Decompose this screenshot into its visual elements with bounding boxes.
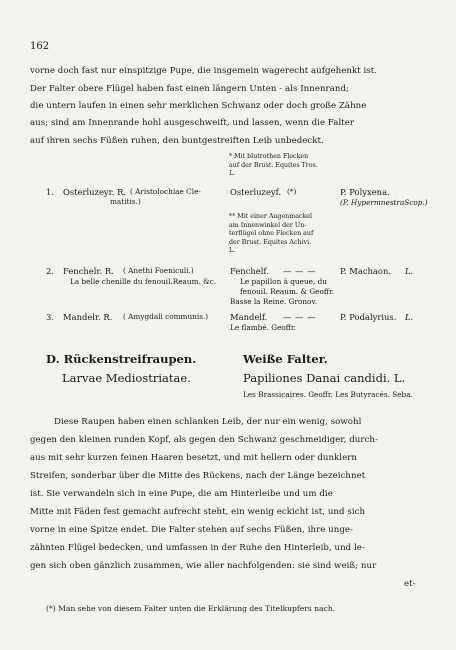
row1-number: 1.: [46, 187, 54, 197]
row1-caterpillar: Osterluzeyr. R.: [63, 187, 127, 197]
row2-french: La belle chenille du fenouil.Reaum. &c.: [70, 277, 217, 286]
row2-dash: — — —: [283, 266, 316, 276]
para2-line: ist. Sie verwandeln sich in eine Pupe, die am Hinterleibe und um die: [30, 489, 333, 499]
para2-line: Diese Raupen haben einen schlanken Leib, der nur ein wenig, sowohl: [54, 417, 362, 427]
row1-latin: ( Aristolochiae Cle-: [130, 187, 201, 196]
footnote-line: ** Mit einer Augenmackel: [229, 213, 313, 220]
footnote-line: L.: [229, 170, 236, 178]
para2-line: aus mit sehr kurzen feinen Haaren besetzt, und mit hellern oder dunklern: [30, 453, 357, 463]
footnote-1: [229, 153, 318, 179]
footnote-2: [229, 213, 313, 256]
para1-line: auf ihren sechs Füßen ruhen, den buntgestreiften Leib unbedeckt.: [30, 136, 324, 146]
row2-fr-line: Basse la Reine. Gronov.: [230, 297, 318, 306]
para2-line: vorne in eine Spitze endet. Die Falter stehen auf sechs Füßen, ihre unge-: [30, 525, 353, 535]
footer-note: (*) Man sehe von diesem Falter unten die Erklärung des Titelkupfers nach.: [46, 604, 336, 613]
row2-fr-line: Le papillon à queue, du: [240, 277, 327, 286]
footnote-line: terflügel ohne Flecken auf: [229, 230, 314, 238]
para2-line: Streifen, sonderbar über die Mitte des Rückens, nach der Länge bezeichnet: [30, 471, 366, 481]
row1-species-alt: (P. HypermnestraScop.): [340, 198, 428, 207]
row2-caterpillar: Fenchelr. R.: [63, 266, 114, 276]
row2-butterfly: Fenchelf.: [230, 266, 269, 276]
para2-line: Mitte mit Fäden fest gemacht aufrecht steht, ein wenig eckicht ist, und sich: [30, 507, 366, 517]
footnote-line: * Mit blutrothen Flecken: [229, 153, 309, 160]
row3-caterpillar: Mandelr. R.: [63, 312, 113, 322]
section-left-subtitle: Larvae Mediostriatae.: [62, 371, 191, 385]
row2-fr-line: fenouil. Reaum. & Geoffr.: [240, 287, 335, 296]
row3-butterfly: Mandelf.: [230, 312, 268, 322]
para2-line: gegen den kleinen runden Kopf, als gegen den Schwanz geschmeidiger, durch-: [30, 435, 378, 445]
footnote-line: L.: [229, 247, 236, 255]
row3-dash: — — —: [283, 312, 316, 322]
para1-line: aus; sind am Innenrande hohl ausgeschweift, und lassen, wenn die Falter: [30, 118, 355, 128]
row1-species: P. Polyxena.: [340, 187, 390, 197]
section-left-title: D. Rückenstreifraupen.: [46, 352, 197, 366]
para2-line: gen sich oben gänzlich zusammen, wie aller nachfolgenden: sie sind weiß; nur: [30, 561, 377, 571]
para2-line: zähnten Flügel bedecken, und umfassen in der Ruhe den Hinterleib, und le-: [30, 543, 365, 553]
footnote-line: am Innenwinkel der Un-: [229, 221, 307, 229]
para1-line: vorne doch fast nur einspitzige Pupe, die insgemein wagerecht aufgehenkt ist.: [30, 66, 378, 76]
catchword: et-: [404, 579, 416, 589]
row1-latin-cont: matitis.): [110, 197, 141, 206]
section-right-subtitle: Papiliones Danai candidi. L.: [243, 371, 406, 385]
row3-number: 3.: [46, 312, 54, 322]
row3-french: Le flambé. Geoffr.: [230, 323, 296, 332]
row1-footnote-mark: (*): [287, 187, 297, 196]
page-number: 162: [30, 41, 50, 52]
row3-author: L.: [405, 312, 414, 322]
row2-species: P. Machaon.: [340, 266, 392, 276]
para1-line: Der Falter obere Flügel haben fast einen längern Unten - als Innenrand;: [30, 84, 349, 94]
section-right-note: Les Brassicaires. Geoffr. Les Butyracés. Seba.: [243, 390, 413, 399]
para1-line: die untern laufen in einen sehr merklichen Schwanz oder doch große Zähne: [30, 101, 367, 111]
row3-latin: ( Amygdali communis.): [123, 312, 209, 321]
row3-species: P. Podalyrius.: [340, 312, 397, 322]
footnote-line: der Brust. Equites Achivi.: [229, 238, 312, 246]
row1-butterfly: Osterluzeyf.: [230, 187, 282, 197]
section-right-title: Weiße Falter.: [243, 352, 328, 366]
row2-number: 2.: [46, 266, 54, 276]
row2-latin: ( Anethi Foeniculi.): [123, 266, 194, 275]
row2-author: L.: [405, 266, 414, 276]
footnote-line: auf der Brust. Equites Tros.: [229, 161, 318, 169]
